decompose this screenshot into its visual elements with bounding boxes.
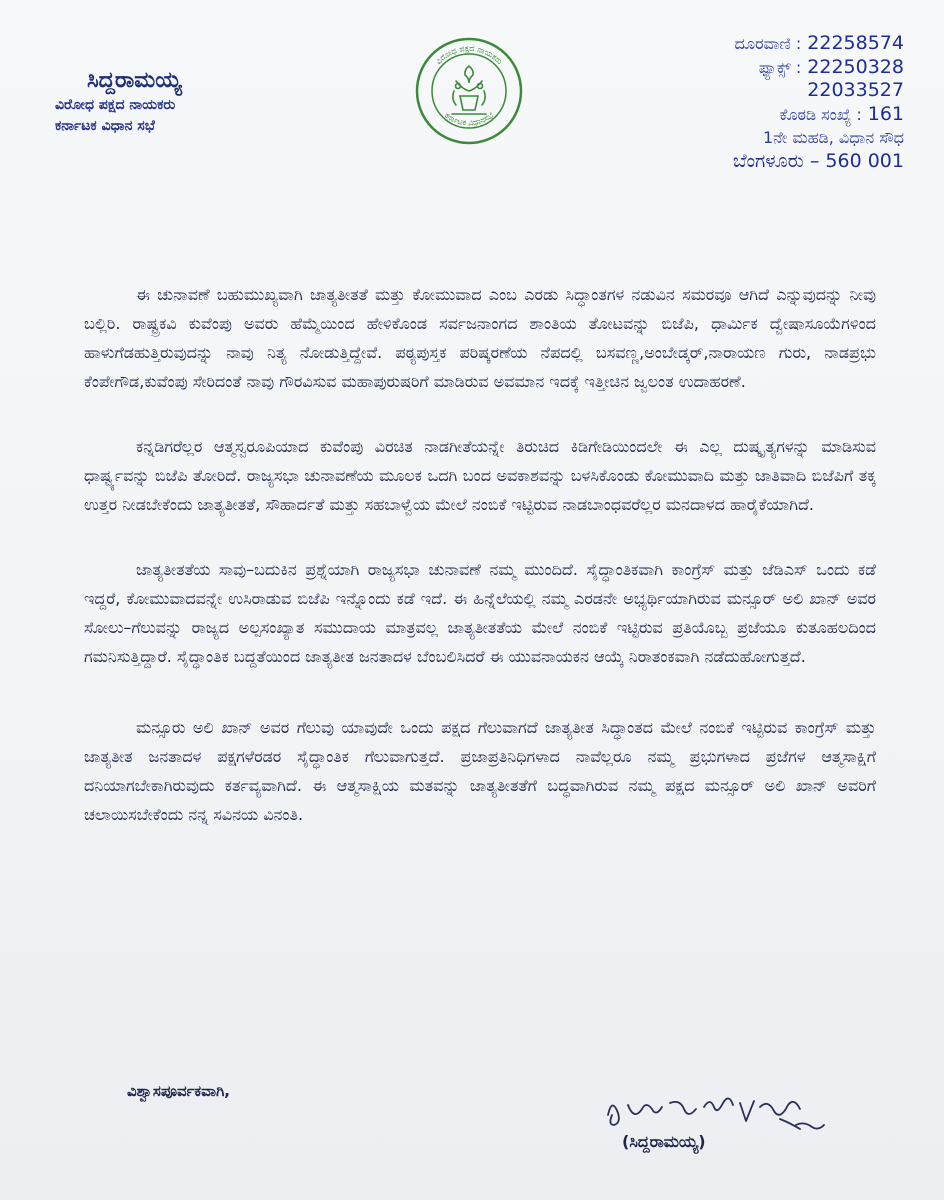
phone-label: ದೂರವಾಣಿ : [734, 34, 802, 53]
signatory-name: (ಸಿದ್ದರಾಮಯ್ಯ) [622, 1132, 706, 1151]
floor-address: 1ನೇ ಮಹಡಿ, ವಿಧಾನ ಸೌಧ [762, 128, 904, 147]
letterhead-sender [55, 68, 182, 137]
sender-assembly: ಕರ್ನಾಟಕ ವಿಧಾನ ಸಭೆ [55, 118, 155, 134]
emblem-icon [414, 36, 524, 146]
letter-body [84, 280, 876, 865]
fax-number-2: 22033527 [807, 79, 904, 101]
fax-number-1: 22250328 [807, 55, 904, 78]
contact-details [733, 32, 904, 173]
sender-name: ಸಿದ್ದರಾಮಯ್ಯ [87, 68, 182, 93]
closing-salutation: ವಿಶ್ವಾಸಪೂರ್ವಕವಾಗಿ, [127, 1082, 230, 1100]
fax-row [733, 56, 904, 80]
paragraph-4: ಮನ್ಸೂರು ಅಲಿ ಖಾನ್ ಅವರ ಗೆಲುವು ಯಾವುದೇ ಒಂದು ಪಕ್ಷದ ಗೆಲುವಾಗದೆ ಜಾತ್ಯತೀತ ಸಿದ್ಧಾಂತದ ಮೇಲೆ ನಂಬಿಕೆ ಇಟ್ಟಿರುವ ಕಾಂಗ್ರೆಸ್ ಮತ್ತು ಜಾತ್ಯತೀತ ಜನತಾದಳ ಪಕ್ಷಗಳೆರಡರ ಸೈದ್ಧಾಂತಿಕ ಗೆಲುವಾಗುತ್ತದೆ. ಪ್ರಜಾಪ್ರತಿನಿಧಿಗಳಾದ ನಾವೆಲ್ಲರೂ ನಮ್ಮ ಪ್ರಭುಗಳಾದ ಪ್ರಜೆಗಳ ಆತ್ಮಸಾಕ್ಷಿಗೆ ದನಿಯಾಗಬೇಕಾಗಿರುವುದು ಕರ್ತವ್ಯವಾಗಿದೆ. ಈ ಆತ್ಮಸಾಕ್ಷಿಯ ಮತವನ್ನು ಜಾತ್ಯತೀತತೆಗೆ ಬದ್ಧವಾಗಿರುವ ನಮ್ಮ ಪಕ್ಷದ ಮನ್ಸೂರ್ ಅಲಿ ಖಾನ್ ಅವರಿಗೆ ಚಲಾಯಿಸಬೇಕೆಂದು ನನ್ನ ಸವಿನಯ ವಿನಂತಿ. [84, 718, 876, 824]
city-pincode: ಬೆಂಗಳೂರು – 560 001 [732, 149, 904, 172]
room-number: 161 [867, 102, 904, 125]
room-row [733, 103, 904, 127]
city-row [733, 150, 904, 174]
emblem-top-text: ವಿರೋಧ ಪಕ್ಷದ ನಾಯಕರು [433, 43, 505, 67]
paragraph-1: ಈ ಚುನಾವಣೆ ಬಹುಮುಖ್ಯವಾಗಿ ಜಾತ್ಯತೀತತೆ ಮತ್ತು ಕೋಮುವಾದ ಎಂಬ ಎರಡು ಸಿದ್ಧಾಂತಗಳ ನಡುವಿನ ಸಮರವೂ ಆಗಿದೆ ಎನ್ನುವುದನ್ನು ನೀವು ಬಲ್ಲಿರಿ. ರಾಷ್ಟ್ರಕವಿ ಕುವೆಂಪು ಅವರು ಹೆಮ್ಮೆಯಿಂದ ಹೇಳಿಕೊಂಡ ಸರ್ವಜನಾಂಗದ ಶಾಂತಿಯ ತೋಟವನ್ನು ಬಿಜೆಪಿ, ಧಾರ್ಮಿಕ ದ್ವೇಷಾಸೂಯೆಗಳಿಂದ ಹಾಳುಗೆಡಹುತ್ತಿರುವುದನ್ನು ನಾವು ನಿತ್ಯ ನೋಡುತ್ತಿದ್ದೇವೆ. ಪಠ್ಯಪುಸ್ತಕ ಪರಿಷ್ಕರಣೆಯ ನೆಪದಲ್ಲಿ ಬಸವಣ್ಣ,ಅಂಬೇಡ್ಕರ್,ನಾರಾಯಣ ಗುರು, ನಾಡಪ್ರಭು ಕೆಂಪೇಗೌಡ,ಕುವೆಂಪು ಸೇರಿದಂತೆ ನಾವು ಗೌರವಿಸುವ ಮಹಾಪುರುಷರಿಗೆ ಮಾಡಿರುವ ಅವಮಾನ ಇದಕ್ಕೆ ಇತ್ತೀಚಿನ ಜ್ವಲಂತ ಉದಾಹರಣೆ. [84, 285, 876, 391]
phone-number: 22258574 [807, 32, 904, 54]
sender-designation: ವಿರೋಧ ಪಕ್ಷದ ನಾಯಕರು [55, 97, 176, 113]
paragraph-2: ಕನ್ನಡಿಗರೆಲ್ಲರ ಆತ್ಮಸ್ವರೂಪಿಯಾದ ಕುವೆಂಪು ವಿರಚಿತ ನಾಡಗೀತೆಯನ್ನೇ ತಿರುಚಿದ ಕಿಡಿಗೇಡಿಯಿಂದಲೇ ಈ ಎಲ್ಲ ದುಷ್ಕೃತ್ಯಗಳನ್ನು ಮಾಡಿಸುವ ಧಾರ್ಷ್ಟ್ಯವನ್ನು ಬಿಜೆಪಿ ತೋರಿದೆ. ರಾಜ್ಯಸಭಾ ಚುನಾವಣೆಯ ಮೂಲಕ ಒದಗಿ ಬಂದ ಅವಕಾಶವನ್ನು ಬಳಸಿಕೊಂಡು ಕೋಮುವಾದಿ ಮತ್ತು ಜಾತಿವಾದಿ ಬಿಜೆಪಿಗೆ ತಕ್ಕ ಉತ್ತರ ನೀಡಬೇಕೆಂದು ಜಾತ್ಯತೀತತೆ, ಸೌಹಾರ್ದತೆ ಮತ್ತು ಸಹಬಾಳ್ವೆಯ ಮೇಲೆ ನಂಬಿಕೆ ಇಟ್ಟಿರುವ ನಾಡಬಾಂಧವರೆಲ್ಲರ ಮನದಾಳದ ಹಾರೈಕೆಯಾಗಿದೆ. [84, 437, 876, 514]
emblem-bottom-text: ಕರ್ನಾಟಕ ವಿಧಾನಸಭೆ [442, 110, 496, 128]
fax-row-2 [733, 79, 904, 103]
government-emblem-seal [414, 36, 524, 146]
floor-row [733, 126, 904, 150]
svg-text:ಕರ್ನಾಟಕ ವಿಧಾನಸಭೆ [443, 110, 496, 127]
room-label: ಕೊಠಡಿ ಸಂಖ್ಯೆ : [779, 104, 862, 124]
paragraph-3: ಜಾತ್ಯತೀತತೆಯ ಸಾವು–ಬದುಕಿನ ಪ್ರಶ್ನೆಯಾಗಿ ರಾಜ್ಯಸಭಾ ಚುನಾವಣೆ ನಮ್ಮ ಮುಂದಿದೆ. ಸೈದ್ಧಾಂತಿಕವಾಗಿ ಕಾಂಗ್ರೆಸ್ ಮತ್ತು ಜೆಡಿಎಸ್ ಒಂದು ಕಡೆ ಇದ್ದರೆ, ಕೋಮುವಾದವನ್ನೇ ಉಸಿರಾಡುವ ಬಿಜೆಪಿ ಇನ್ನೊಂದು ಕಡೆ ಇದೆ. ಈ ಹಿನ್ನೆಲೆಯಲ್ಲಿ ನಮ್ಮ ಎರಡನೇ ಅಭ್ಯರ್ಥಿಯಾಗಿರುವ ಮನ್ಸೂರ್ ಅಲಿ ಖಾನ್ ಅವರ ಸೋಲು–ಗೆಲುವನ್ನು ರಾಜ್ಯದ ಅಲ್ಪಸಂಖ್ಯಾತ ಸಮುದಾಯ ಮಾತ್ರವಲ್ಲ ಜಾತ್ಯತೀತತೆಯ ಮೇಲೆ ನಂಬಿಕೆ ಇಟ್ಟಿರುವ ಪ್ರತಿಯೊಬ್ಬ ಪ್ರಜೆಯೂ ಕುತೂಹಲದಿಂದ ಗಮನಿಸುತ್ತಿದ್ದಾರೆ. ಸೈದ್ಧಾಂತಿಕ ಬದ್ದತೆಯಿಂದ ಜಾತ್ಯತೀತ ಜನತಾದಳ ಬೆಂಬಲಿಸಿದರೆ ಈ ಯುವನಾಯಕನ ಆಯ್ಕೆ ನಿರಾತಂಕವಾಗಿ ನಡೆದುಹೋಗುತ್ತದೆ. [84, 560, 876, 666]
fax-label: ಫ್ಯಾಕ್ಸ್ : [758, 57, 802, 77]
phone-row [733, 32, 904, 56]
